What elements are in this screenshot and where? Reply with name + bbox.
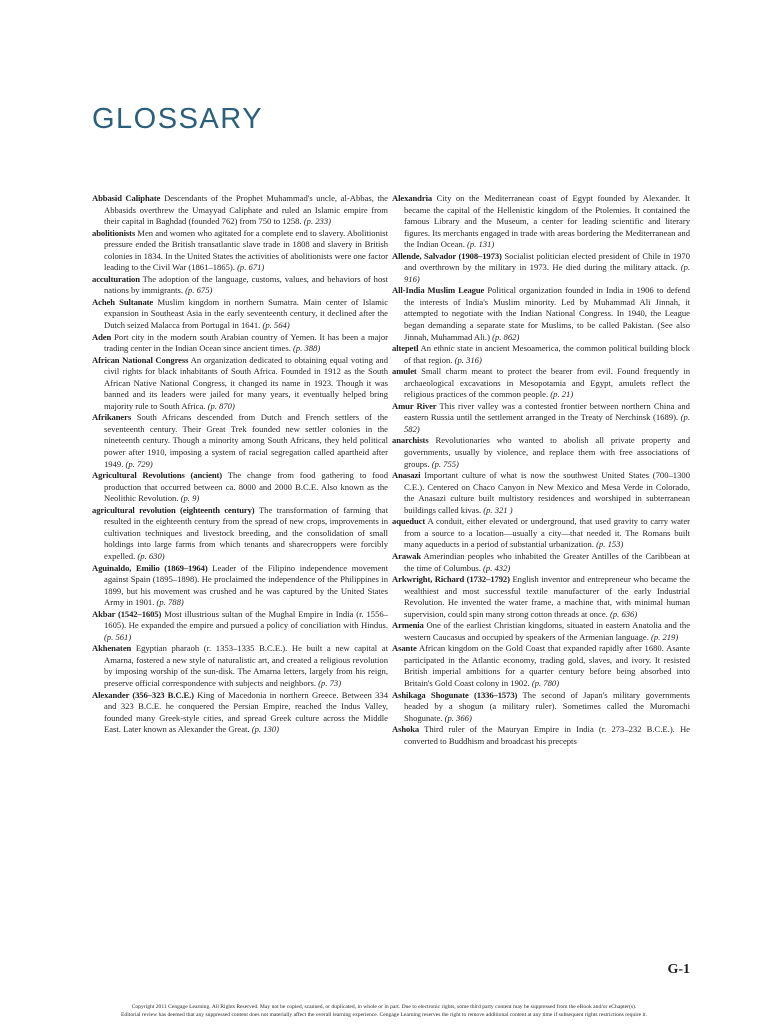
page-reference: (p. 630) [137,550,165,561]
glossary-term: Amur River [392,400,437,411]
glossary-entry [392,643,690,689]
glossary-term: agricultural revolution (eighteenth century) [92,504,255,515]
glossary-definition: African kingdom on the Gold Coast that expanded rapidly after 1680. Asante participated in the Atlantic economy, trading gold, slaves, and ivory. It resisted British imperial ambitions for a quarter century before being absorbed into Britain's Gold Coast colony in 1902. [404,643,690,688]
page-reference: (p. 432) [483,562,511,573]
glossary-entry [392,366,690,401]
glossary-term: Aden [92,331,112,342]
page-reference: (p. 862) [492,331,520,342]
glossary-term: Alexander (356–323 B.C.E.) [92,689,194,700]
page-reference: (p. 131) [467,239,495,250]
page-number: G-1 [667,962,690,977]
glossary-term: amulet [392,366,417,377]
glossary-definition: South Africans descended from Dutch and French settlers of the seventeenth century. Their Great Trek founded new settler colonies in the nineteenth century. Though a minority among South Africans, they held political power after 1910, imposing a system of racial segregation called apartheid after 1949. [104,412,388,469]
glossary-entry [92,412,388,470]
copyright-line: Editorial review has deemed that any suppressed content does not materially affect the overall learning experience. Cengage Learning reserves the right to remove additional content at any time if subsequent rights restrictions require it. [121,1011,647,1018]
glossary-entry [92,563,388,609]
glossary-definition: Socialist politician elected president of Chile in 1970 and overthrown by the military in 1973. He died during the military attack. [404,250,691,273]
glossary-definition: This river valley was a contested frontier between northern China and eastern Russia until the settlement arranged in the Treaty of Nerchinsk (1689). [404,400,690,423]
copyright-notice [30,1004,738,1019]
glossary-entry [92,690,388,736]
page-reference: (p. 388) [293,343,321,354]
glossary-definition: King of Macedonia in northern Greece. Between 334 and 323 B.C.E. he conquered the Persian Empire, reached the Indus Valley, founded many Greek-style cities, and spread Greek culture across the Middle East. Later known as Alexander the Great. [104,689,388,735]
glossary-term: Afrikaners [92,412,132,423]
glossary-term: Alexandria [392,193,433,203]
glossary-entry [92,355,388,413]
glossary-definition: An ethnic state in ancient Mesoamerica, the common political building block of that region. [404,343,690,365]
glossary-term: All-India Muslim League [392,285,485,296]
glossary-definition: Political organization founded in India in 1906 to defend the interests of India's Muslim minority. Led by Muhammad Ali Jinnah, it attempted to negotiate with the Indian National Congress. In 1940, the League began demanding a separate state for Muslims, to be called Pakistan. (See also Jinnah, Muhammad Ali.) [404,285,690,342]
page-reference: (p. 636) [609,608,638,619]
page-title: GLOSSARY [92,103,264,136]
glossary-entry [92,274,388,297]
glossary-term: Ashikaga Shogunate (1336–1573) [392,689,518,700]
glossary-definition: Amerindian peoples who inhabited the Greater Antilles of the Caribbean at the time of Columbus. [404,550,690,573]
glossary-entry [392,193,690,251]
page-reference: (p. 153) [596,539,624,550]
glossary-term: Anasazi [392,470,421,481]
glossary-term: Ashoka [392,724,420,735]
glossary-term: Armenia [392,620,424,631]
glossary-definition: An organization dedicated to obtaining equal voting and civil rights for black inhabitants of South Africa. Founded in 1912 as the South African Native National Congress, it changed its name in 1923. Though it was banned and its leaders were jailed for many years, it eventually helped bring majority rule to South Africa. [104,354,388,411]
glossary-entry [392,285,690,343]
glossary-definition: Revolutionaries who wanted to abolish all private property and governments, usually by violence, and replace them with free associations of groups. [404,435,691,469]
glossary-entry [92,505,388,563]
glossary-entry [92,297,388,332]
glossary-definition: The second of Japan's military governments headed by a shogun (a military ruler). Sometimes called the Muromachi Shogunate. [404,689,690,723]
glossary-entry [392,401,690,436]
glossary-definition: A conduit, either elevated or underground, that used gravity to carry water from a source to a location—usually a city—that needed it. The Romans built many aqueducts in a period of substantial urbanization. [404,516,690,550]
page-reference: (p. 675) [185,285,213,296]
glossary-definition: Leader of the Filipino independence movement against Spain (1895–1898). He proclaimed the independence of the Philippines in 1899, but his movement was crushed and he was captured by the United States Army in 1901. [104,562,388,608]
glossary-term: abolitionists [92,227,136,238]
glossary-term: Allende, Salvador (1908–1973) [392,250,502,261]
glossary-definition: City on the Mediterranean coast of Egypt founded by Alexander. It became the capital of the Hellenistic kingdom of the Ptolemies. It contained the famous Library and the Museum, a center for leading scientific and literary figures. Its merchants engaged in trade with areas bordering the Mediterranean and the Indian Ocean. [404,193,690,250]
glossary-term: Aguinaldo, Emilio (1869–1964) [92,562,208,573]
page-reference: (p. 21) [550,389,574,400]
glossary-definition: Small charm meant to protect the bearer from evil. Found frequently in archaeological excavations in Mesopotamia and Egypt, amulets reflect the religious practices of the common people. [404,366,690,400]
glossary-term: Agricultural Revolutions (ancient) [92,470,223,481]
glossary-definition: One of the earliest Christian kingdoms, situated in eastern Anatolia and the western Caucasus and occupied by speakers of the Armenian language. [404,620,691,642]
glossary-entry [392,620,690,643]
page-reference: (p. 321 ) [483,504,513,515]
glossary-entry [392,690,690,725]
glossary-definition: The transformation of farming that resulted in the eighteenth century from the spread of new crops, improvements in cultivation techniques and livestock breeding, and the consolidation of small holdings into large farms from which tenants and sharecroppers were forcibly expelled. [104,504,388,561]
glossary-definition: Egyptian pharaoh (r. 1353–1335 B.C.E.). He built a new capital at Amarna, fostered a new style of naturalistic art, and created a religious revolution by imposing worship of the sun-disk. The Amarna letters, largely from his reign, preserve official correspondence with subjects and neighbors. [104,643,388,688]
glossary-term: Akbar (1542–1605) [92,608,162,619]
glossary-definition: English inventor and entrepreneur who became the wealthiest and most successful textile manufacturer of the early Industrial Revolution. He invented the water frame, a machine that, with minimal human supervision, could spin many strong cotton threads at once. [404,574,690,619]
glossary-definition: Port city in the modern south Arabian country of Yemen. It has been a major trading center in the Indian Ocean since ancient times. [104,331,388,354]
glossary-definition: Important culture of what is now the southwest United States (700–1300 C.E.). Centered on Chaco Canyon in New Mexico and Mesa Verde in Colorado, the Anasazi culture built multistory residences and worshiped in subterranean buildings called kivas. [404,470,690,515]
glossary-entry [92,643,388,689]
glossary-entry [92,332,388,355]
page-reference: (p. 916) [404,262,691,284]
page-reference: (p. 729) [125,458,153,469]
page-reference: (p. 788) [156,597,184,608]
glossary-entry [92,193,388,228]
glossary-term: Abbasid Caliphate [92,193,161,203]
page-reference: (p. 564) [262,320,290,331]
glossary-entry [92,228,388,274]
copyright-line: Copyright 2011 Cengage Learning. All Rights Reserved. May not be copied, scanned, or duplicated, in whole or in part. Due to electronic rights, some third party content may be suppressed from the eBook and/or eChapter(s). [131,1004,637,1010]
page-reference: (p. 755) [431,458,459,469]
page-reference: (p. 219) [651,631,679,642]
glossary-entry [392,516,690,551]
glossary-term: African National Congress [92,354,189,365]
glossary-entry [392,251,690,286]
glossary-term: anarchists [392,435,429,446]
glossary-entry [92,609,388,644]
glossary-definition: Third ruler of the Mauryan Empire in India (r. 273–232 B.C.E.). He converted to Buddhism and broadcast his precepts [404,724,690,746]
glossary-entry [392,551,690,574]
glossary-entry [92,470,388,505]
page-reference: (p. 130) [251,724,279,735]
page-reference: (p. 233) [303,216,331,227]
glossary-term: Akhenaten [92,643,132,654]
glossary-definition: Men and women who agitated for a complete end to slavery. Abolitionist pressure ended the British transatlantic slave trade in 1808 and slavery in British colonies in 1834. In the United States the activities of abolitionists were one factor leading to the Civil War (1861–1865). [104,227,389,273]
glossary-term: acculturation [92,273,140,284]
glossary-entry [392,470,690,516]
glossary-term: Arkwright, Richard (1732–1792) [392,574,510,585]
glossary-left-column [92,193,388,736]
page-reference: (p. 870) [207,400,235,411]
page-reference: (p. 780) [531,677,560,688]
page-reference: (p. 366) [444,712,472,723]
glossary-term: altepetl [392,343,419,354]
page-reference: (p. 582) [404,412,690,434]
glossary-entry [392,435,690,470]
glossary-right-column [392,193,690,747]
glossary-entry [392,574,690,620]
glossary-term: Asante [392,643,417,654]
page-reference: (p. 73) [318,677,342,688]
glossary-term: Arawak [392,550,421,561]
glossary-definition: The adoption of the language, customs, values, and behaviors of host nations by immigrants. [104,273,388,296]
glossary-term: Acheh Sultanate [92,296,154,307]
page-reference: (p. 316) [454,354,482,365]
page-reference: (p. 561) [104,631,132,642]
page-reference: (p. 9) [180,493,200,504]
glossary-entry [392,343,690,366]
glossary-definition: Muslim kingdom in northern Sumatra. Main center of Islamic expansion in Southeast Asia in the early seventeenth century, it declined after the Dutch seized Malacca from Portugal in 1641. [104,296,389,331]
glossary-definition: Most illustrious sultan of the Mughal Empire in India (r. 1556–1605). He expanded the empire and pursued a policy of conciliation with Hindus. [104,608,388,631]
glossary-entry [392,724,690,747]
glossary-definition: The change from food gathering to food production that occurred between ca. 8000 and 2000 B.C.E. Also known as the Neolithic Revolution. [104,470,388,504]
glossary-definition: Descendants of the Prophet Muhammad's uncle, al-Abbas, the Abbasids overthrew the Umayyad Caliphate and ruled an Islamic empire from their capital in Baghdad (founded 762) from 750 to 1258. [104,193,388,227]
glossary-term: aqueduct [392,516,426,527]
page-reference: (p. 671) [237,262,265,273]
